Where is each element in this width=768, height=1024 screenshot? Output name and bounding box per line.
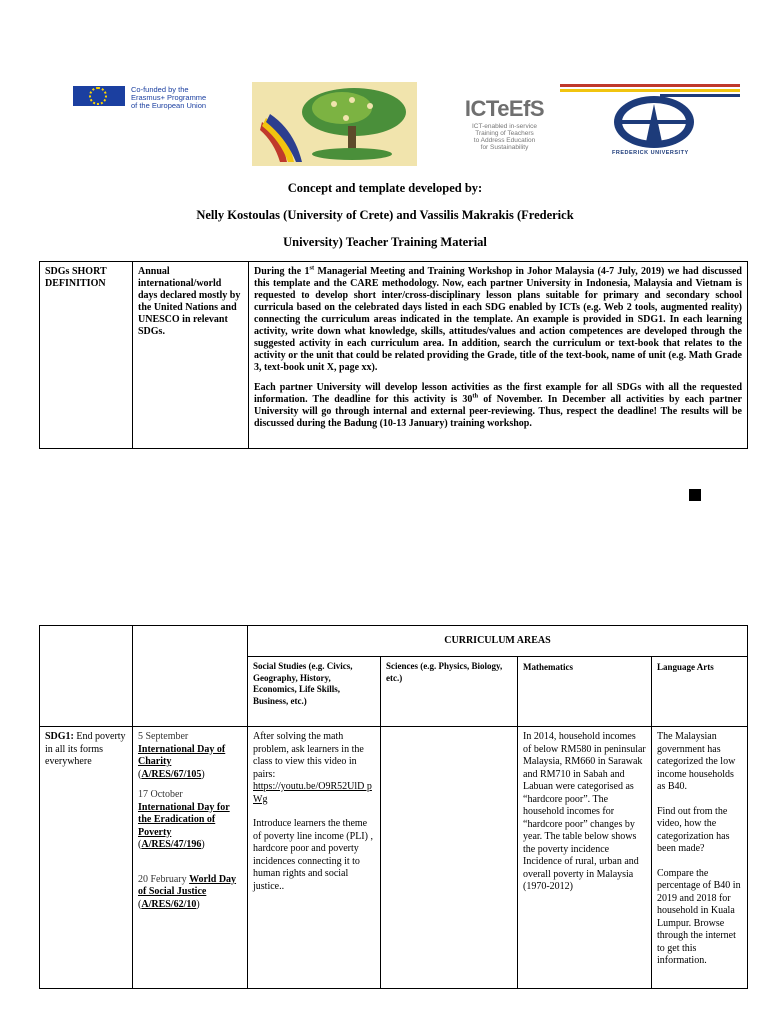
sdg1-cell bbox=[40, 727, 133, 989]
heading-line-1: Concept and template developed by: bbox=[287, 181, 483, 195]
day-entry: 17 October International Day for the Eradication of Poverty (A/RES/47/196) bbox=[138, 789, 230, 850]
sdg-short-definition-header: SDGs SHORT DEFINITION bbox=[40, 262, 133, 449]
column-header-mathematics: Mathematics bbox=[518, 657, 652, 727]
curriculum-areas-title: CURRICULUM AREAS bbox=[248, 626, 748, 657]
day-link[interactable]: International Day for the Eradication of Poverty bbox=[138, 801, 230, 838]
column-header-language-arts: Language Arts bbox=[652, 657, 748, 727]
empty-header-cell bbox=[133, 626, 248, 727]
day-link[interactable]: International Day of Charity bbox=[138, 743, 226, 767]
frederick-name: FREDERICK UNIVERSITY bbox=[612, 150, 689, 156]
column-header-social-studies: Social Studies (e.g. Civics, Geography, History, Economics, Life Skills, Business, etc.) bbox=[248, 657, 381, 727]
icteefs-title: ICTeEfS bbox=[464, 96, 545, 121]
video-link[interactable]: https://youtu.be/O9R52UlD pWg bbox=[253, 781, 372, 805]
icteefs-logo bbox=[447, 98, 562, 151]
social-studies-text: After solving the math problem, ask learners in the class to view this video in pairs: bbox=[253, 731, 364, 780]
frederick-university-logo bbox=[560, 80, 740, 160]
tree-logo bbox=[252, 82, 417, 166]
day-link[interactable]: World Day of Social Justice bbox=[138, 873, 237, 897]
instructions-paragraph-1: During the 1st Managerial Meeting and Training Workshop in Johor Malaysia (4-7 July, 2019) we had discussed this template and the CARE methodology. Now, each partner University in Indonesia, Malaysia and Vietnam is requested to develop short inter/cross-disciplinary lesson plans suitable for primary and secondary school curricula based on the celebrated days listed in each SDG enabled by ICTs (e.g. Web 2 tools, augmented reality) connecting the curriculum areas indicated in the template. An example is provided in SDG1. In each learning activity, write down what knowledge, skills, attitudes/values and action competences are developed through the suggested activity in each curriculum area. In addition, search the curriculum or text-book that relates to the activity or the unit that could be related providing the Grade, title of the text-book, name of unit (e.g. Math Grade 3, text-book unit X, page xx). bbox=[254, 264, 742, 373]
eu-erasmus-logo bbox=[73, 86, 241, 110]
celebrated-days-cell bbox=[133, 727, 248, 989]
curriculum-table bbox=[39, 625, 748, 989]
day-entry: 5 September International Day of Charity (A/RES/67/105) bbox=[138, 731, 226, 780]
social-studies-cell bbox=[248, 727, 381, 989]
language-arts-cell bbox=[652, 727, 748, 989]
heading-line-2: Nelly Kostoulas (University of Crete) and Vassilis Makrakis (Frederick bbox=[196, 208, 574, 222]
sdg1-text: End poverty in all its forms everywhere bbox=[45, 731, 126, 767]
column-header-sciences: Sciences (e.g. Physics, Biology, etc.) bbox=[381, 657, 518, 727]
day-entry: 20 February World Day of Social Justice (A/RES/62/10) bbox=[138, 873, 237, 910]
sdg1-label: SDG1: bbox=[45, 731, 74, 742]
mathematics-cell: In 2014, household incomes of below RM580 in peninsular Malaysia, RM660 in Sarawak and RM710 in Sabah and Labuan were categorised as “hardcore poor”. The household incomes for “hardcore poor” changes by year. The table below shows the poverty incidence Incidence of rural, urban and overall poverty in Malaysia (1970-2012) bbox=[518, 727, 652, 989]
resolution-link[interactable]: A/RES/62/10 bbox=[141, 898, 197, 910]
language-arts-text-1: The Malaysian government has categorized the low income households as B40. bbox=[657, 731, 736, 792]
resolution-link[interactable]: A/RES/47/196 bbox=[141, 839, 202, 850]
icteefs-subtitle: ICT-enabled in-service Training of Teachers to Address Education for Sustainability bbox=[471, 123, 538, 151]
heading-line-3: University) Teacher Training Material bbox=[283, 235, 487, 249]
instructions-cell bbox=[249, 262, 748, 449]
logo-banner bbox=[0, 78, 768, 168]
info-table bbox=[39, 261, 748, 449]
square-bullet-icon bbox=[689, 489, 701, 501]
eu-flag-icon bbox=[73, 86, 125, 106]
language-arts-text-3: Compare the percentage of B40 in 2019 and 2018 for household in Kuala Lumpur. Browse through the internet to get this information. bbox=[657, 867, 741, 966]
language-arts-text-2: Find out from the video, how the categorization has been made? bbox=[657, 805, 730, 854]
resolution-link[interactable]: A/RES/67/105 bbox=[141, 768, 202, 780]
eu-logo-text: Co-funded by the Erasmus+ Programme of the European Union bbox=[131, 85, 207, 110]
annual-days-header: Annual international/world days declared mostly by the United Nations and UNESCO in relevant SDGs. bbox=[133, 262, 249, 449]
sciences-cell bbox=[381, 727, 518, 989]
social-studies-text-2: Introduce learners the theme of poverty line income (PLI) , hardcore poor and poverty incidences connecting it to human rights and social justice.. bbox=[253, 818, 373, 892]
instructions-paragraph-2: Each partner University will develop lesson activities as the first example for all SDGs with all the requested information. The deadline for this activity is 30th of November. In December all activities by each partner University will go through internal and external peer-reviewing. Thus, respect the deadline! The results will be discussed during the Badung (10-13 January) training workshop. bbox=[254, 382, 742, 429]
empty-header-cell bbox=[40, 626, 133, 727]
